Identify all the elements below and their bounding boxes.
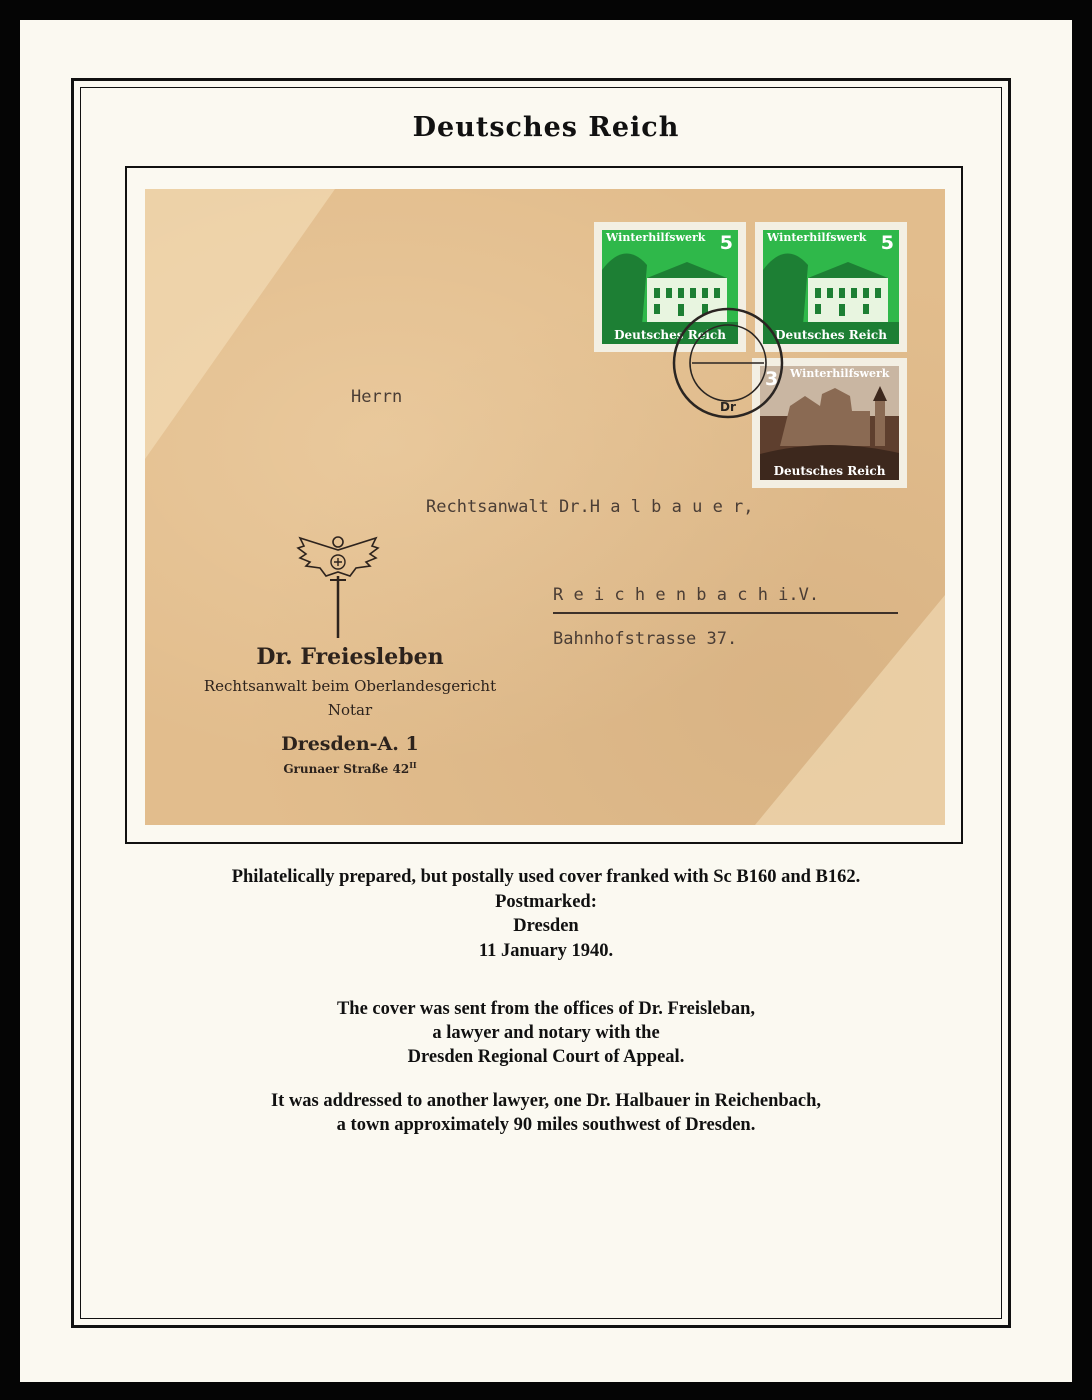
caption-line: a lawyer and notary with the <box>432 1023 660 1043</box>
sender-street: Grunaer Straße 42 <box>283 762 410 776</box>
caption-line: a town approximately 90 miles southwest of Dresden. <box>336 1115 756 1135</box>
stamp-value: 5 <box>719 232 733 254</box>
sender-role: Notar <box>327 701 373 719</box>
sender-title: Rechtsanwalt beim Oberlandesgericht <box>203 677 497 695</box>
eagle-emblem-icon <box>296 532 380 642</box>
sender-street-line <box>190 760 510 776</box>
mount-corner-top-left <box>145 189 335 459</box>
caption-line: Dresden Regional Court of Appeal. <box>407 1047 685 1067</box>
postmark-text: Dr <box>720 400 736 414</box>
caption-line: The cover was sent from the offices of Dr. Freisleban, <box>336 999 756 1019</box>
postmark-cancel <box>668 303 788 423</box>
caption-line: It was addressed to another lawyer, one Dr. Halbauer in Reichenbach, <box>270 1091 822 1111</box>
address-city-underline <box>553 612 898 614</box>
address-city: R e i c h e n b a c h i.V. <box>553 585 820 605</box>
stamp-label-top: Winterhilfswerk <box>606 231 706 244</box>
caption-line: Philatelically prepared, but postally used cover franked with Sc B160 and B162. <box>231 867 861 887</box>
page-title: Deutsches Reich <box>412 112 680 143</box>
stamp-value: 5 <box>880 232 894 254</box>
stamp-label-bottom: Deutsches Reich <box>773 464 886 478</box>
address-street: Bahnhofstrasse 37. <box>553 629 738 649</box>
stamp-label-bottom: Deutsches Reich <box>614 328 726 342</box>
sender-city: Dresden-A. 1 <box>281 733 419 755</box>
address-name: Rechtsanwalt Dr.H a l b a u e r, <box>426 497 754 517</box>
stamp-value: 3 <box>765 368 779 390</box>
address-salutation: Herrn <box>351 387 403 407</box>
stamp-label-top: Winterhilfswerk <box>790 367 890 380</box>
mount-corner-bottom-right <box>755 595 945 825</box>
sender-name: Dr. Freiesleben <box>256 644 444 670</box>
caption-line: Dresden <box>513 916 579 936</box>
stamp-label-top: Winterhilfswerk <box>767 231 867 244</box>
sender-floor: II <box>409 760 417 770</box>
stamp-label-bottom: Deutsches Reich <box>775 328 887 342</box>
caption-line: 11 January 1940. <box>478 941 614 961</box>
caption-line: Postmarked: <box>495 892 597 912</box>
